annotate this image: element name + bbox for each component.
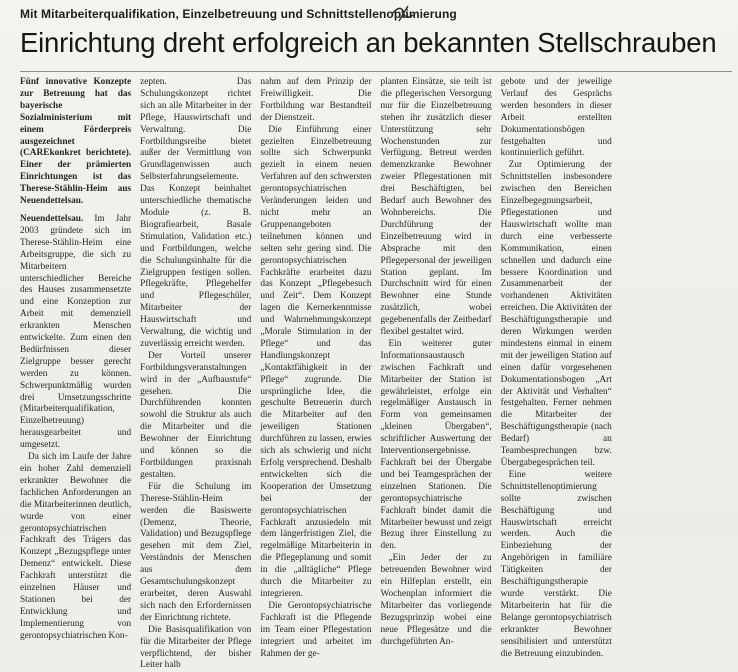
article-paragraph: Ein weiterer guter Informationsaustausch zwischen Fachkraft und Mitarbeiter der Station ist gewährleistet, erfolge ein regelmäßiger Austausch in Form von gemeinsamen „kleinen Übergaben“, schriftlicher Auswertung der Interventionsergebnisse. Fachkraft bei der Übergabe und bei Teamgesprächen der einzelnen Stationen. Die gerontopsychiatrische Fachkraft bindet damit die Mitarbeiter bewusst und zeigt Bezug ihrer Einstellung zu den.: [380, 338, 492, 552]
article-column-3: [260, 77, 372, 659]
handwritten-mark-icon: [390, 3, 416, 25]
article-paragraph: gebote und der jeweilige Verlauf des Gesprächs werden besonders in dieser Arbeit erstellten Dokumentationsbögen festgehalten und kontinuierlich geführt.: [500, 77, 612, 159]
article-paragraph: planten Einsätze, sie teilt ist die pflegerischen Versorgung nur für die Einzelbetreuung stehen ihr zusätzlich dieser Unterstützung sehr Wochenstunden zur Verfügung. Betreut werden demenzkranke Bewohner zweier Pflegestationen mit drei Beschäftigten, bei Bedarf auch Bewohner des Wohnbereichs. Die Durchführung der Einzelbetreuung wird in Absprache mit den Pflegepersonal der jeweiligen Station geplant. Im Durchschnitt wird für einen Bewohner eine Stunde zusätzlich, wobei gegebenenfalls der Zeitbedarf flexibel gestaltet wird.: [380, 77, 492, 338]
article-paragraph: [20, 214, 131, 452]
article-paragraph: Für die Schulung im Therese-Stählin-Heim werden die Basiswerte (Demenz, Theorie, Validation) und Bezugspflege gesehen mit dem Ziel, Verständnis der Menschen aus dem Gesamtschulungskonzept erarbeitet, deren Auswahl sich nach den Erfordernissen der Einrichtung richtete.: [140, 481, 252, 623]
article-dateline: Neuendettelsau.: [20, 213, 84, 224]
article-paragraph: Die Basisqualifikation von für die Mitarbeiter der Pflege verpflichtend, der bisher Leiter halb: [140, 624, 252, 671]
article-lead: Fünf innovative Konzepte zur Betreuung hat das bayerische Sozialministerium mit einem Förderpreis ausgezeichnet (CAREkonkret berichtete). Einer der prämierten Einrichtungen ist das Therese-Stählin-Heim aus Neuendettelsau.: [20, 77, 132, 207]
article-text: Im Jahr 2003 gründete sich im Therese-Stählin-Heim eine Arbeitsgruppe, die sich zu Mitarbeitern unterschiedlicher Bereiche des Hauses zusammensetzte und eine Konzeption zur Arbeit mit demenziell erkrankten Menschen entwickelte. Zum einen den Bedürfnissen dieser Zielgruppe besser gerecht werden zu können. Schwerpunktmäßig wurden drei Umsetzungsschritte (Mitarbeiterqualifikation, Einzelbetreuung) herausgearbeitet und umgesetzt.: [20, 213, 132, 451]
article-paragraph: Die Gerontopsychiatrische Fachkraft ist die Pflegende im Team einer Pflegestation integriert und arbeitet im Rahmen der ge-: [260, 600, 372, 659]
article-paragraph: Eine weitere Schnittstellenoptimierung sollte zwischen Beschäftigung und Hauswirtschaft erreicht werden. Auch die Einbeziehung der Angehörigen in familiäre Tätigkeiten der Beschäftigungstherapie wurde verstärkt. Die Mitarbeiterin hat für die Belange gerontopsychiatrisch erkrankter Bewohner sensibilisiert und unterstützt die Betreuung einzubinden.: [500, 469, 612, 659]
article-column-4: [380, 77, 492, 647]
article-kicker: Mit Mitarbeiterqualifikation, Einzelbetreuung und Schnittstellenoptimierung: [20, 7, 457, 21]
headline-divider: [20, 71, 732, 72]
article-paragraph: Der Vorteil unserer Fortbildungsveranstaltungen wird in der „Aufbaustufe“ gesehen. Die Durchführenden konnten sowohl die Struktur als auch die Mitarbeiter und die Bewohner der Einrichtung und können so die Fortbildungen praxisnah gestalten.: [140, 350, 252, 480]
article-paragraph: „Ein Jeder der zu betreuenden Bewohner wird ein Hilfeplan erstellt, ein Wochenplan informiert die Mitarbeiter das vorliegende Bezugsprinzip wobei eine neue Pflegesätze und die durchgeführten An-: [380, 553, 492, 647]
article-column-5: [500, 77, 612, 659]
article-column-2: [140, 77, 252, 671]
article-paragraph: nahm auf dem Prinzip der Freiwilligkeit. Die Fortbildung war Bestandteil der Dienstzeit.: [260, 77, 372, 123]
article-column-1: [20, 77, 132, 641]
article-paragraph: Die Einführung einer gezielten Einzelbetreuung sollte sich Schwerpunkt gezielt in einem neuen Verfahren auf den schwersten gerontopsychiatrischen Veränderungen leiden und nicht mehr an Gruppenangeboten teilnehmen können und selten sehr gering sind. Die gerontopsychiatrischen Fachkräfte erarbeitet dazu das Konzept „Pflegebesuch und Zeit“. Dem Konzept lagen die Kernerkenntnisse und Wahrnehmungskonzept „Morale Stimulation in der Pflege“ und das Handlungskonzept „Kontaktfähigkeit in der Pflege“ zugrunde. Die ursprüngliche Idee, die geschulte Betreuerin durch die Mitarbeiter auf den jeweiligen Stationen durchführen zu lassen, erwies sich als schwierig und nicht Erfolg versprechend. Deshalb entwickelten sich die Kooperation der Umsetzung bei der gerontopsychiatrischen Fachkraft anzusiedeln mit dem längerfristigen Ziel, die regelmäßige Mitarbeiterin in die Pflegeplanung und somit in die „alltägliche“ Pflege durch die Mitarbeiter zu integrieren.: [260, 124, 372, 599]
article-paragraph: Zur Optimierung der Schnittstellen insbesondere zwischen den Bereichen Einzelbegegnungsarbeit, Pflegestationen und Hauswirtschaft wollte man durch eine verbesserte Kommunikation, einen schnellen und dadurch eine bessere Koordination und Zusammenarbeit der vorhandenen Aktivitäten erreichen. Die Aktivitäten der Beschäftigungstherapie und deren Wirkungen werden mindestens einmal in einem mit der jeweiligen Station auf einen dafür vorgesehenen Dokumentationsbogen „Art der Aktivität und Verhalten“ festgehalten. Ferner nehmen die Mitarbeiter der Beschäftigungstherapie (nach Bedarf) an Teambesprechungen bzw. Übergabegesprächen teil.: [500, 160, 612, 468]
article-paragraph: Da sich im Laufe der Jahre ein hoher Zahl demenziell erkrankter Bewohner die fachlichen Anforderungen an die Mitarbeiterinnen deutlich, wurde von einer gerontopsychiatrischen Fachkraft des Trägers das Konzept „Bezugspflege unter Demenz“ entwickelt. Diese Fachkraft unterstützt die einzelnen Häuser und Stationen bei der Entwicklung und Implementierung von gerontopsychiatrischen Kon-: [20, 452, 132, 641]
article-body: [20, 77, 732, 671]
article-paragraph: zepten. Das Schulungskonzept richtet sich an alle Mitarbeiter in der Pflege, Hauswirtschaft und Verwaltung. Die Fortbildungsreihe bietet außer der Vermittlung von Grundlagenwissen auch Selbsterfahrungselemente. Das Konzept beinhaltet unterschiedliche thematische Module (z. B. Biografiearbeit, Basale Stimulation, Validation etc.) und Fortbildungen, welche die Schulungsinhalte für die Zielgruppen festigen sollen. Pflegekräfte, Pflegehelfer und Pflegeschüler, Mitarbeiter der Hauswirtschaft und Verwaltung, die wichtig und zuverlässig erreicht werden.: [140, 77, 252, 349]
article-headline: Einrichtung dreht erfolgreich an bekannten Stellschrauben: [20, 27, 717, 58]
